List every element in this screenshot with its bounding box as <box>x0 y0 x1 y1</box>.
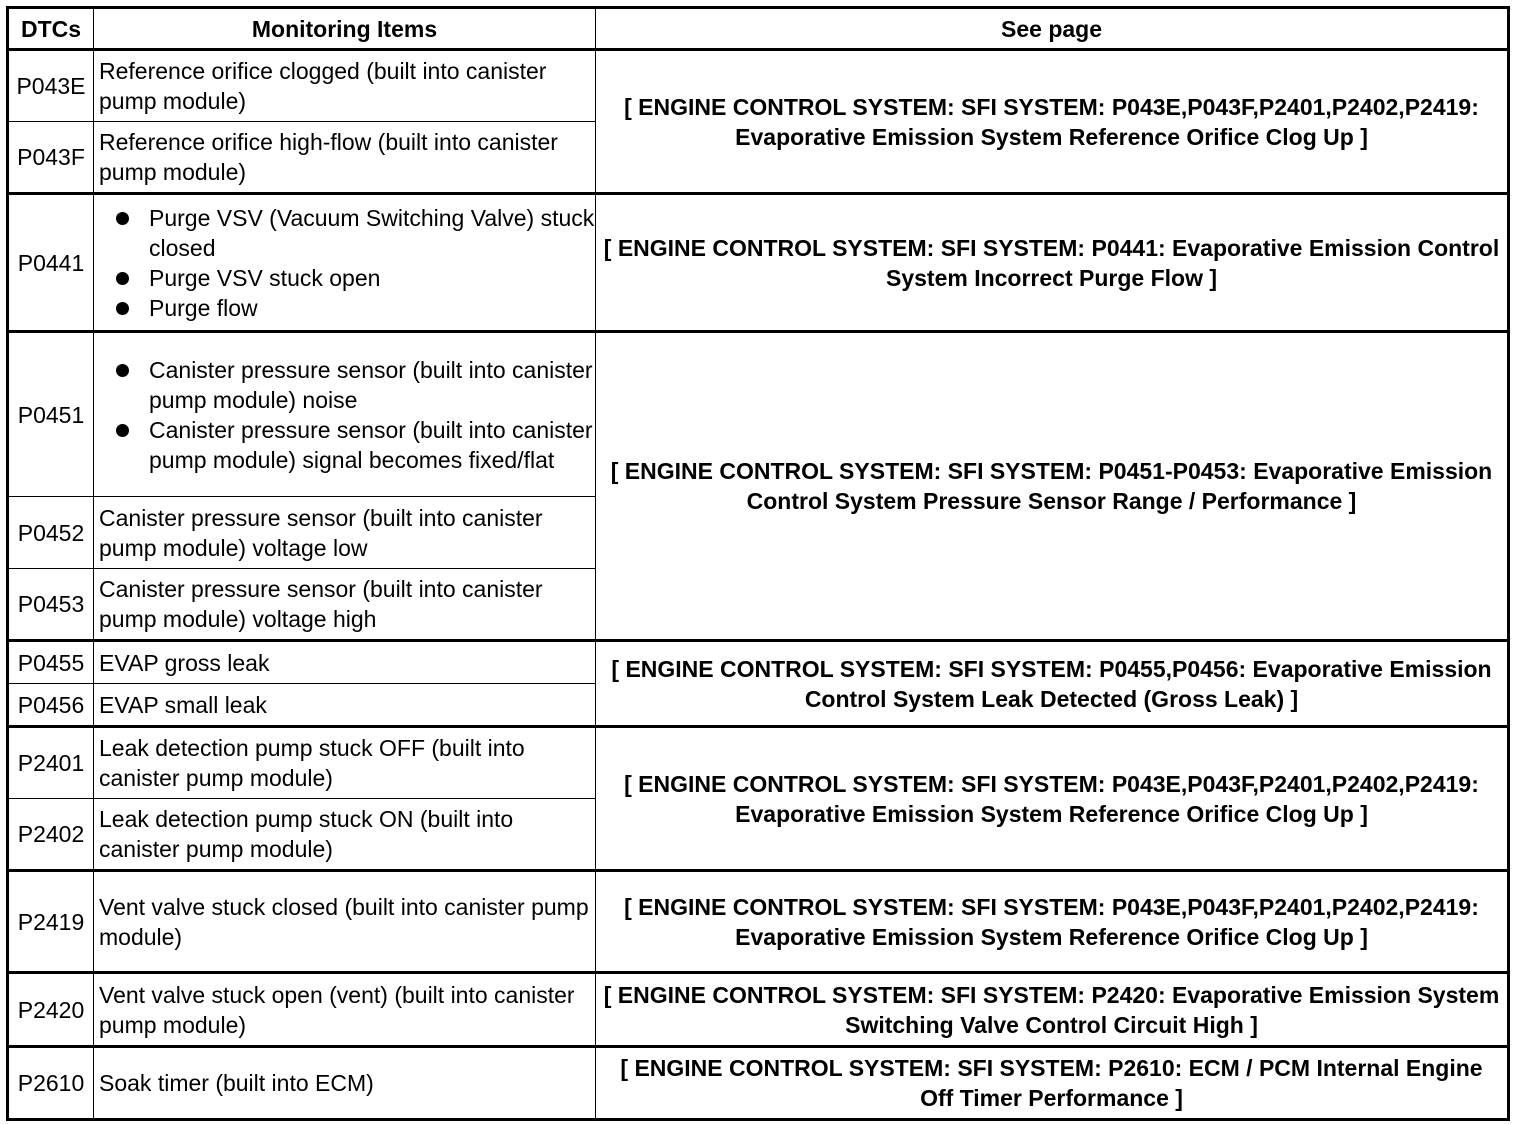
monitoring-item: Leak detection pump stuck ON (built into canister pump module) <box>94 799 596 871</box>
bullet-list <box>99 203 595 323</box>
monitoring-item <box>94 332 596 497</box>
monitoring-item: EVAP small leak <box>94 684 596 727</box>
monitoring-item: Vent valve stuck open (vent) (built into canister pump module) <box>94 973 596 1047</box>
see-page-link[interactable]: [ ENGINE CONTROL SYSTEM: SFI SYSTEM: P043E,P043F,P2401,P2402,P2419: Evaporative Emission System Reference Orifice Clog Up ] <box>596 871 1509 973</box>
dtc-code: P0451 <box>8 332 94 497</box>
dtcs-header: DTCs <box>8 8 94 50</box>
monitoring-items-header: Monitoring Items <box>94 8 596 50</box>
monitoring-item: Soak timer (built into ECM) <box>94 1047 596 1120</box>
monitoring-item: Canister pressure sensor (built into canister pump module) voltage low <box>94 497 596 569</box>
dtc-code: P2420 <box>8 973 94 1047</box>
monitoring-item: Reference orifice high-flow (built into canister pump module) <box>94 122 596 194</box>
table-row <box>8 332 1509 497</box>
dtc-code: P043F <box>8 122 94 194</box>
see-page-link[interactable]: [ ENGINE CONTROL SYSTEM: SFI SYSTEM: P0441: Evaporative Emission Control System Incorrect Purge Flow ] <box>596 194 1509 332</box>
table-row <box>8 194 1509 332</box>
bullet-item: Canister pressure sensor (built into canister pump module) signal becomes fixed/flat <box>99 415 595 475</box>
see-page-link[interactable]: [ ENGINE CONTROL SYSTEM: SFI SYSTEM: P043E,P043F,P2401,P2402,P2419: Evaporative Emission System Reference Orifice Clog Up ] <box>596 50 1509 194</box>
dtc-code: P0455 <box>8 641 94 684</box>
bullet-list <box>99 355 595 475</box>
table-row <box>8 1047 1509 1120</box>
table-row <box>8 973 1509 1047</box>
table-row <box>8 727 1509 799</box>
see-page-link[interactable]: [ ENGINE CONTROL SYSTEM: SFI SYSTEM: P0455,P0456: Evaporative Emission Control System Leak Detected (Gross Leak) ] <box>596 641 1509 727</box>
table-row <box>8 871 1509 973</box>
dtc-code: P043E <box>8 50 94 122</box>
dtc-code: P0441 <box>8 194 94 332</box>
table-row <box>8 641 1509 684</box>
header-row <box>8 8 1509 50</box>
dtc-code: P0452 <box>8 497 94 569</box>
see-page-link[interactable]: [ ENGINE CONTROL SYSTEM: SFI SYSTEM: P043E,P043F,P2401,P2402,P2419: Evaporative Emission System Reference Orifice Clog Up ] <box>596 727 1509 871</box>
dtc-table <box>6 6 1510 1121</box>
dtc-code: P2610 <box>8 1047 94 1120</box>
table-row <box>8 50 1509 122</box>
monitoring-item: EVAP gross leak <box>94 641 596 684</box>
dtc-code: P0456 <box>8 684 94 727</box>
monitoring-item: Canister pressure sensor (built into canister pump module) voltage high <box>94 569 596 641</box>
see-page-link[interactable]: [ ENGINE CONTROL SYSTEM: SFI SYSTEM: P0451-P0453: Evaporative Emission Control System Pressure Sensor Range / Performance ] <box>596 332 1509 641</box>
monitoring-item: Leak detection pump stuck OFF (built into canister pump module) <box>94 727 596 799</box>
see-page-header: See page <box>596 8 1509 50</box>
dtc-code: P2419 <box>8 871 94 973</box>
monitoring-item: Vent valve stuck closed (built into canister pump module) <box>94 871 596 973</box>
see-page-link[interactable]: [ ENGINE CONTROL SYSTEM: SFI SYSTEM: P2610: ECM / PCM Internal Engine Off Timer Performance ] <box>596 1047 1509 1120</box>
monitoring-item <box>94 194 596 332</box>
see-page-link[interactable]: [ ENGINE CONTROL SYSTEM: SFI SYSTEM: P2420: Evaporative Emission System Switching Valve Control Circuit High ] <box>596 973 1509 1047</box>
bullet-item: Purge VSV stuck open <box>99 263 595 293</box>
bullet-item: Purge flow <box>99 293 595 323</box>
bullet-item: Purge VSV (Vacuum Switching Valve) stuck closed <box>99 203 595 263</box>
dtc-code: P0453 <box>8 569 94 641</box>
dtc-code: P2401 <box>8 727 94 799</box>
dtc-code: P2402 <box>8 799 94 871</box>
monitoring-item: Reference orifice clogged (built into canister pump module) <box>94 50 596 122</box>
bullet-item: Canister pressure sensor (built into canister pump module) noise <box>99 355 595 415</box>
